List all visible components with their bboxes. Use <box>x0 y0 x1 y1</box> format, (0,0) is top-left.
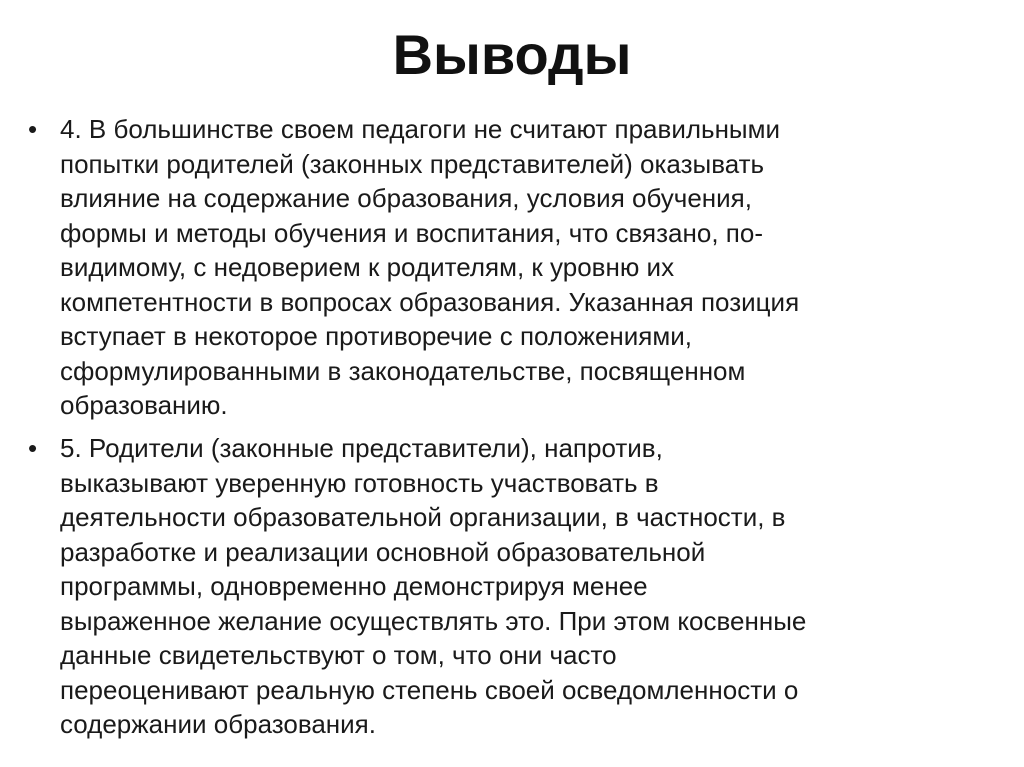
text-line: влияние на содержание образования, условия обучения, <box>60 183 752 213</box>
text-line: 4. В большинстве своем педагоги не считают правильными <box>60 114 781 144</box>
text-line: вступает в некоторое противоречие с положениями, <box>60 321 692 351</box>
text-line: данные свидетельствуют о том, что они часто <box>60 640 617 670</box>
bullet-item-5 <box>28 431 1008 742</box>
text-line: компетентности в вопросах образования. Указанная позиция <box>60 286 800 317</box>
text-line: 5. Родители (законные представители), напротив, <box>60 433 663 463</box>
text-line: формы и методы обучения и воспитания, что связано, по- <box>60 217 763 248</box>
bullet-icon: • <box>28 114 38 144</box>
bullet-icon: • <box>28 433 38 463</box>
text-line: выказывают уверенную готовность участвовать в <box>60 467 659 498</box>
text-line: сформулированными в законодательстве, посвященном <box>60 355 746 386</box>
text-line: содержании образования. <box>60 709 376 739</box>
text-line: видимому, с недоверием к родителям, к уровню их <box>60 252 675 282</box>
bullet-item-4 <box>28 112 1008 423</box>
text-line: образованию. <box>60 390 228 420</box>
text-line: выраженное желание осуществлять это. При этом косвенные <box>60 605 807 636</box>
slide-title: Выводы <box>392 23 632 86</box>
text-line: программы, одновременно демонстрируя менее <box>60 571 648 601</box>
text-line: переоценивают реальную степень своей осведомленности о <box>60 674 799 705</box>
text-line: разработке и реализации основной образовательной <box>60 536 706 567</box>
text-line: попытки родителей (законных представителей) оказывать <box>60 148 765 179</box>
text-line: деятельности образовательной организации, в частности, в <box>60 502 786 532</box>
